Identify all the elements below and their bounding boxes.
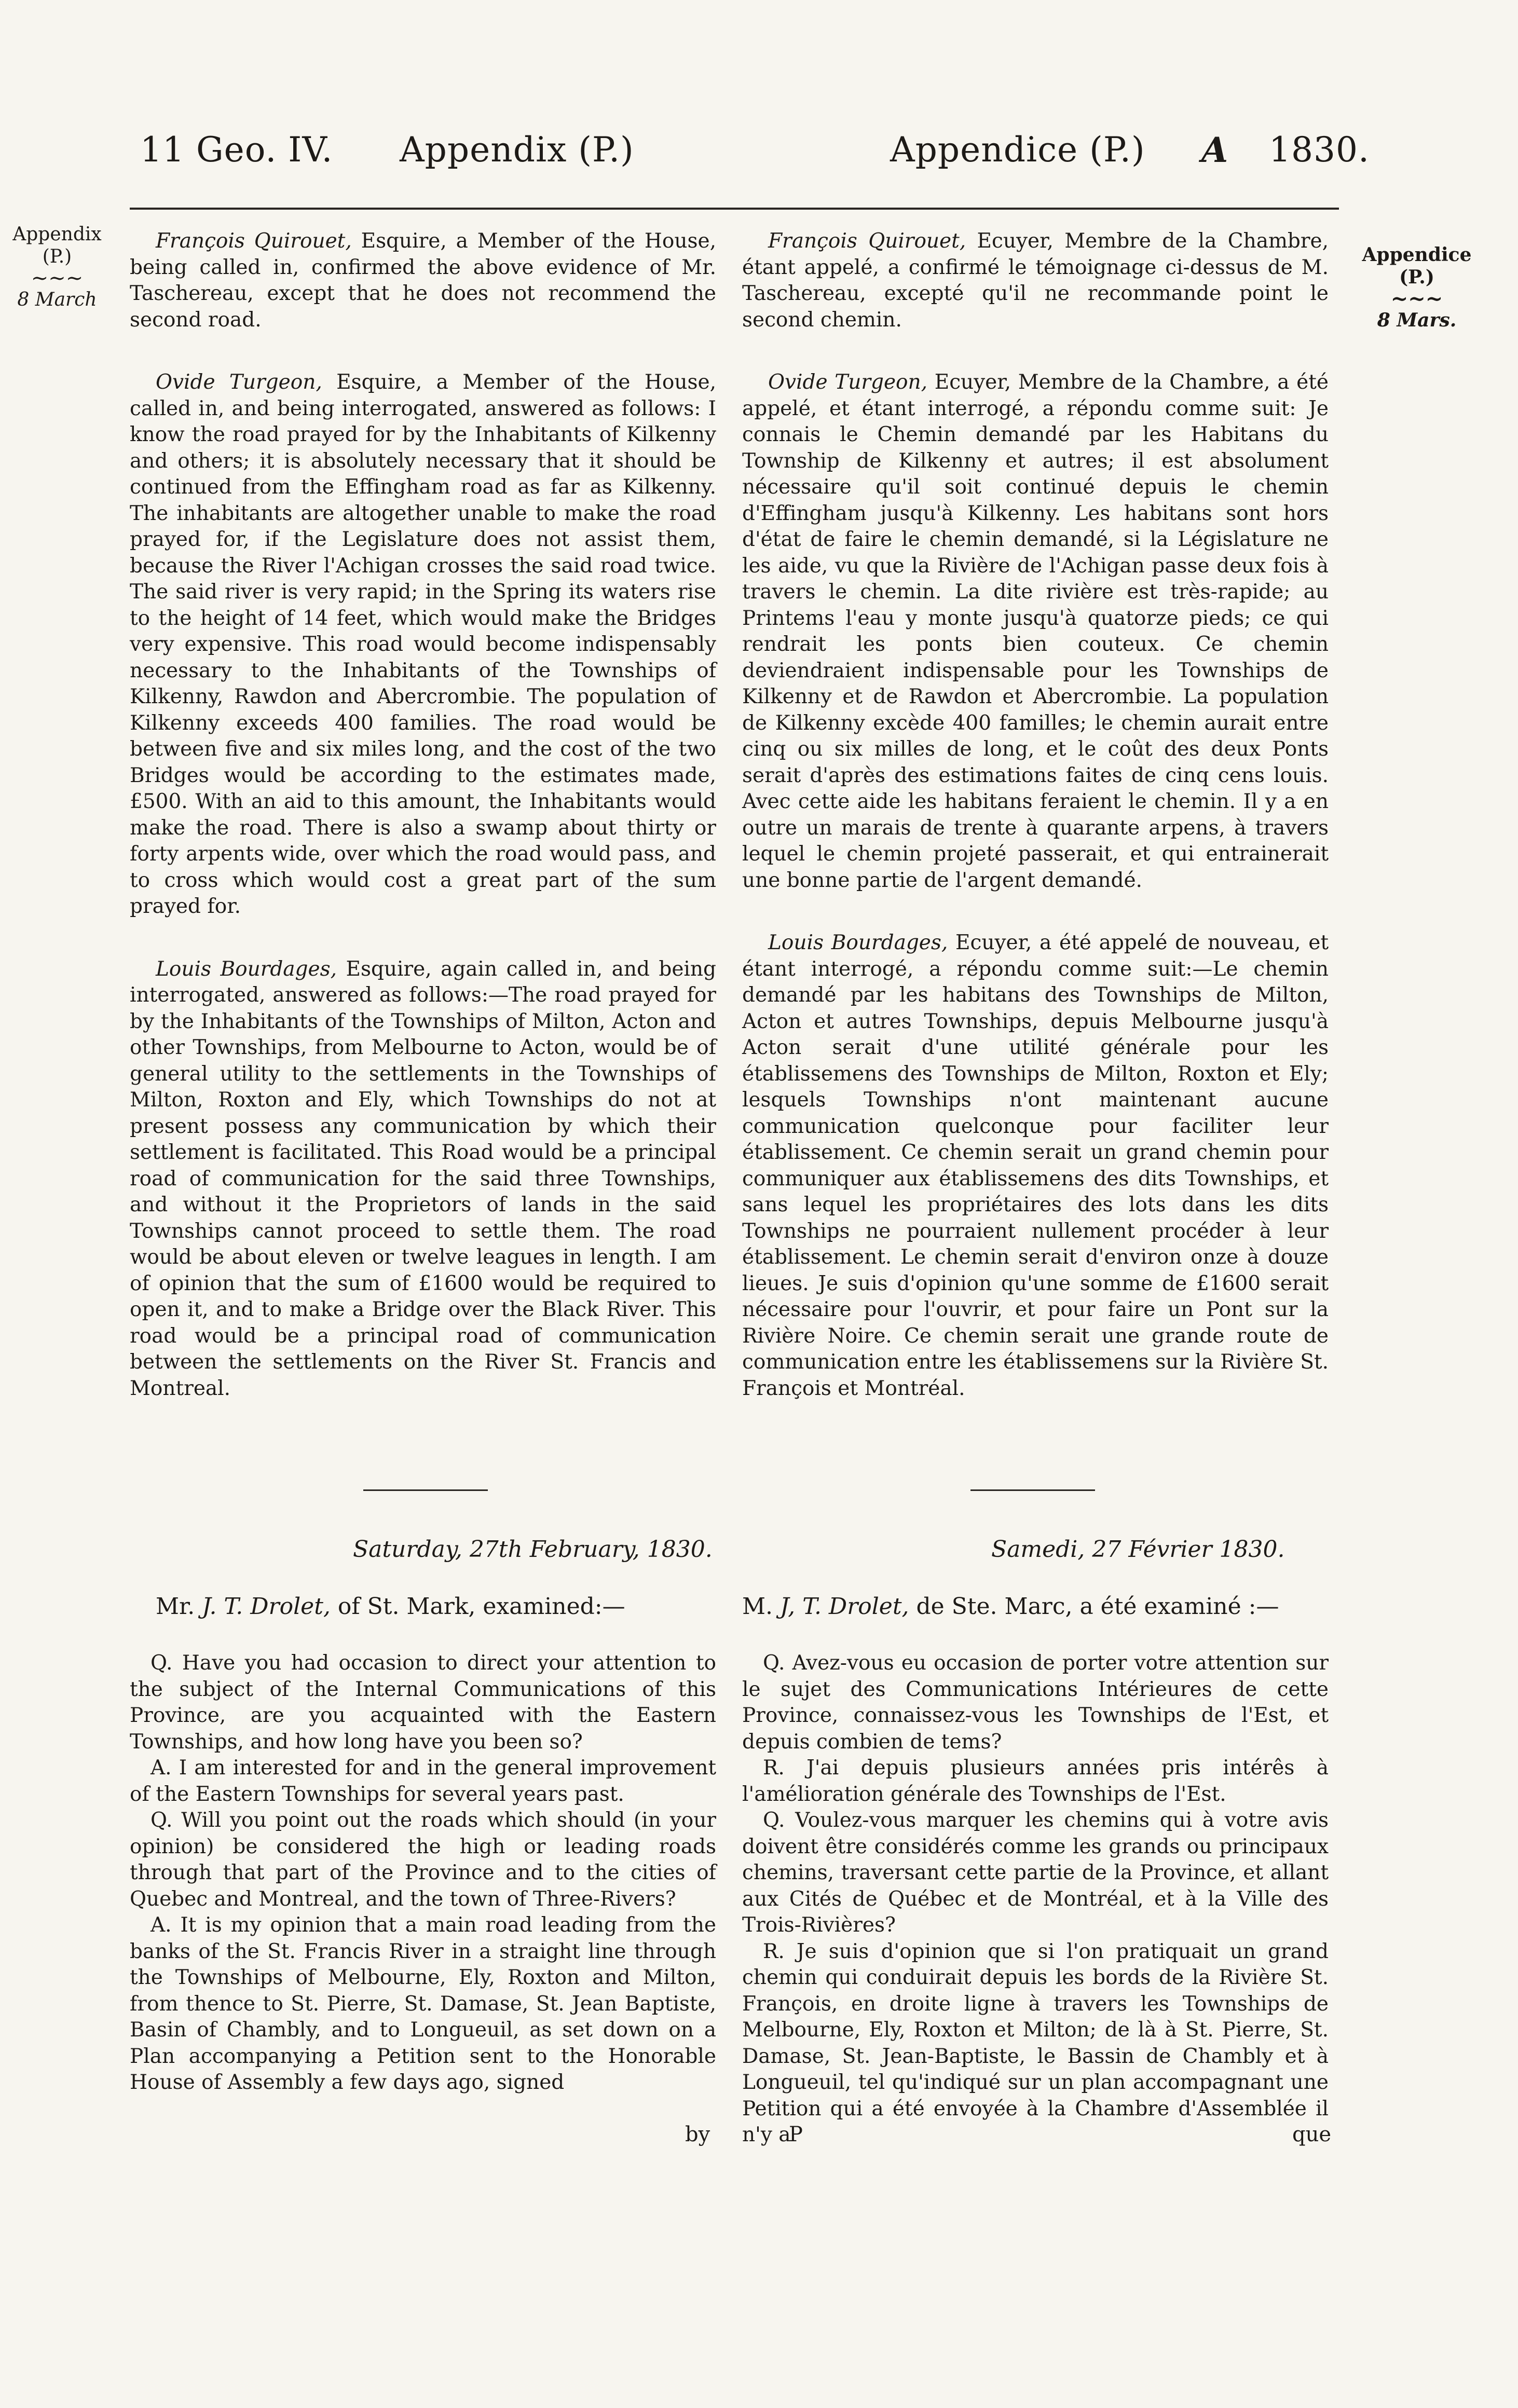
answer: A. It is my opinion that a main road leading from the banks of the St. Francis River in a straight line through the Townships of Melbourne, Ely, Roxton and Milton, from thence to St. Pierre, St. Damase, St. Jean Baptiste, Basin of Chambly, and to Longueuil, as set down on a Plan accompanying a Petition sent to the Honorable House of Assembly a few days ago, signed	[130, 1913, 716, 2094]
paragraph-quirouet	[130, 228, 716, 333]
witness-name: Louis Bourdages,	[156, 957, 337, 981]
appendix-label-english: Appendix (P.)	[400, 130, 634, 170]
margin-title: Appendix	[12, 224, 102, 245]
margin-date: 8 Mars.	[1377, 309, 1457, 332]
dateline-french: Samedi, 27 Février 1830.	[991, 1536, 1285, 1563]
catchword-english: by	[685, 2123, 710, 2146]
witness-name: François Quirouet,	[768, 229, 966, 253]
answer: A. I am interested for and in the general improvement of the Eastern Townships for several years past.	[130, 1756, 716, 1806]
margin-ornament: ~~~	[31, 266, 84, 291]
witness-prefix: Mr.	[156, 1593, 202, 1620]
paragraph-turgeon	[742, 370, 1329, 894]
paragraph-bourdages	[130, 956, 716, 1402]
answer: R. Je suis d'opinion que si l'on pratiquait un grand chemin qui conduirait depuis les bords de la Rivière St. François, en droite ligne à travers les Townships de Melbourne, Ely, Roxton et Milton; de là à St. Pierre, St. Damase, St. Jean-Baptiste, le Bassin de Chambly et à Longueuil, tel qu'indiqué sur un plan accompagnant une Petition qui a été envoyée à la Chambre d'Assemblée il n'y a	[742, 1939, 1329, 2146]
margin-note-right	[1349, 244, 1484, 332]
section-divider-french	[970, 1489, 1095, 1491]
witness-name: Ovide Turgeon,	[156, 371, 322, 394]
witness-name: François Quirouet,	[156, 229, 352, 253]
witness-prefix: M.	[742, 1593, 781, 1620]
session-reference: 11 Geo. IV.	[140, 130, 333, 170]
margin-title: Appendice	[1362, 244, 1472, 266]
qa-english	[130, 1650, 716, 2096]
margin-ornament: ~~~	[1390, 286, 1443, 311]
paragraph-bourdages	[742, 930, 1329, 1402]
question: Q. Avez-vous eu occasion de porter votre attention sur le sujet des Communications Intérieures de cette Province, connaissez-vous les Townships de l'Est, et depuis combien de tems?	[742, 1651, 1329, 1754]
witness-name: Ovide Turgeon,	[768, 371, 928, 394]
dateline-english: Saturday, 27th February, 1830.	[353, 1536, 713, 1563]
signature-letter: A	[1201, 130, 1229, 170]
question: Q. Have you had occasion to direct your attention to the subject of the Internal Communications of this Province, are you acquainted with the Eastern Townships, and how long have you been so?	[130, 1651, 716, 1754]
question: Q. Voulez-vous marquer les chemins qui à votre avis doivent être considérés comme les grands ou principaux chemins, traversant cette partie de la Province, et allant aux Cités de Québec et de Montréal, et à la Ville des Trois-Rivières?	[742, 1809, 1329, 1937]
witness-suffix: de Ste. Marc, a été examiné :—	[909, 1593, 1279, 1620]
section-divider-english	[363, 1489, 488, 1491]
paragraph-turgeon	[130, 370, 716, 920]
appendix-label-french: Appendice (P.)	[890, 130, 1145, 170]
margin-ref: (P.)	[42, 246, 72, 268]
catchword-french: que	[1292, 2123, 1332, 2146]
paragraph-text: Ecuyer, Membre de la Chambre, étant appelé, a confirmé le témoignage ci-dessus de M. Taschereau, excepté qu'il ne recommande point le second chemin.	[742, 229, 1329, 332]
question: Q. Will you point out the roads which should (in your opinion) be considered the high or leading roads through that part of the Province and to the cities of Quebec and Montreal, and the town of Three-Rivers?	[130, 1809, 716, 1911]
witness-name: J, T. Drolet,	[780, 1593, 909, 1620]
header-year: 1830.	[1269, 130, 1370, 170]
signature-mark: P	[789, 2123, 803, 2146]
french-column	[742, 228, 1329, 1438]
margin-date: 8 March	[17, 289, 97, 311]
margin-note-left	[10, 223, 104, 311]
header-rule	[130, 208, 1339, 210]
witness-name: Louis Bourdages,	[768, 931, 948, 954]
witness-line-english	[156, 1593, 625, 1620]
qa-french	[742, 1650, 1332, 2149]
answer: R. J'ai depuis plusieurs années pris intérês à l'amélioration générale des Townships de l'Est.	[742, 1756, 1329, 1806]
paragraph-text: Ecuyer, a été appelé de nouveau, et étant interrogé, a répondu comme suit:—Le chemin demandé par les habitans des Townships de Milton, Acton et autres Townships, depuis Melbourne jusqu'à Acton serait d'une utilité générale pour les établissemens des Townships de Milton, Roxton et Ely; lesquels Townships n'ont maintenant aucune communication quelconque pour faciliter leur établissement. Ce chemin serait un grand chemin pour communiquer aux établissemens des dits Townships, et sans lequel les propriétaires des lots dans les dits Townships ne pourraient nullement procéder à leur établissement. Le chemin serait d'environ onze à douze lieues. Je suis d'opinion qu'une somme de £1600 serait nécessaire pour l'ouvrir, et pour faire un Pont sur la Rivière Noire. Ce chemin serait une grande route de communication entre les établissemens sur la Rivière St. François et Montréal.	[742, 931, 1329, 1400]
running-header	[0, 125, 1518, 187]
paragraph-text: Esquire, again called in, and being interrogated, answered as follows:—The road prayed for by the Inhabitants of the Townships of Milton, Acton and other Townships, from Melbourne to Acton, would be of general utility to the settlements in the Townships of Milton, Roxton and Ely, which Townships do not at present possess any communication by which their settlement is facilitated. This Road would be a principal road of communication for the said three Townships, and without it the Proprietors of lands in the said Townships cannot proceed to settle them. The road would be about eleven or twelve leagues in length. I am of opinion that the sum of £1600 would be required to open it, and to make a Bridge over the Black River. This road would be a principal road of communication between the settlements on the River St. Francis and Montreal.	[130, 957, 716, 1400]
witness-name: J. T. Drolet,	[202, 1593, 331, 1620]
witness-line-french	[742, 1593, 1279, 1620]
paragraph-quirouet	[742, 228, 1329, 333]
margin-ref: (P.)	[1399, 266, 1434, 289]
paragraph-text: Esquire, a Member of the House, being called in, confirmed the above evidence of Mr. Taschereau, except that he does not recommend the second road.	[130, 229, 716, 332]
paragraph-text: Ecuyer, Membre de la Chambre, a été appelé, et étant interrogé, a répondu comme suit: Je connais le Chemin demandé par les Habitans du Township de Kilkenny et autres; il est absolument nécessaire qu'il soit continué depuis le chemin d'Effingham jusqu'à Kilkenny. Les habitans sont hors d'état de faire le chemin demandé, si la Législature ne les aide, vu que la Rivière de l'Achigan passe deux fois à travers le chemin. La dite rivière est très-rapide; au Printems l'eau y monte jusqu'à quatorze pieds; ce qui rendrait les ponts bien couteux. Ce chemin deviendraient indispensable pour les Townships de Kilkenny et de Rawdon et Abercrombie. La population de Kilkenny excède 400 familles; le chemin aurait entre cinq ou six milles de long, et le coût des deux Ponts serait d'après des estimations faites de cinq cens louis. Avec cette aide les habitans feraient le chemin. Il y a en outre un marais de trente à quarante arpens, à travers lequel le chemin projeté passerait, et qui entrainerait une bonne partie de l'argent demandé.	[742, 371, 1329, 892]
witness-suffix: of St. Mark, examined:—	[330, 1593, 625, 1620]
paragraph-text: Esquire, a Member of the House, called in, and being interrogated, answered as follows: I know the road prayed for by the Inhabitants of Kilkenny and others; it is absolutely necessary that it should be continued from the Effingham road as far as Kilkenny. The inhabitants are altogether unable to make the road prayed for, if the Legislature does not assist them, because the River l'Achigan crosses the said road twice. The said river is very rapid; in the Spring its waters rise to the height of 14 feet, which would make the Bridges very expensive. This road would become indispensably necessary to the Inhabitants of the Townships of Kilkenny, Rawdon and Abercrombie. The population of Kilkenny exceeds 400 families. The road would be between five and six miles long, and the cost of the two Bridges would be according to the estimates made, £500. With an aid to this amount, the Inhabitants would make the road. There is also a swamp about thirty or forty arpents wide, over which the road would pass, and to cross which would cost a great part of the sum prayed for.	[130, 371, 716, 918]
english-column	[130, 228, 716, 1438]
